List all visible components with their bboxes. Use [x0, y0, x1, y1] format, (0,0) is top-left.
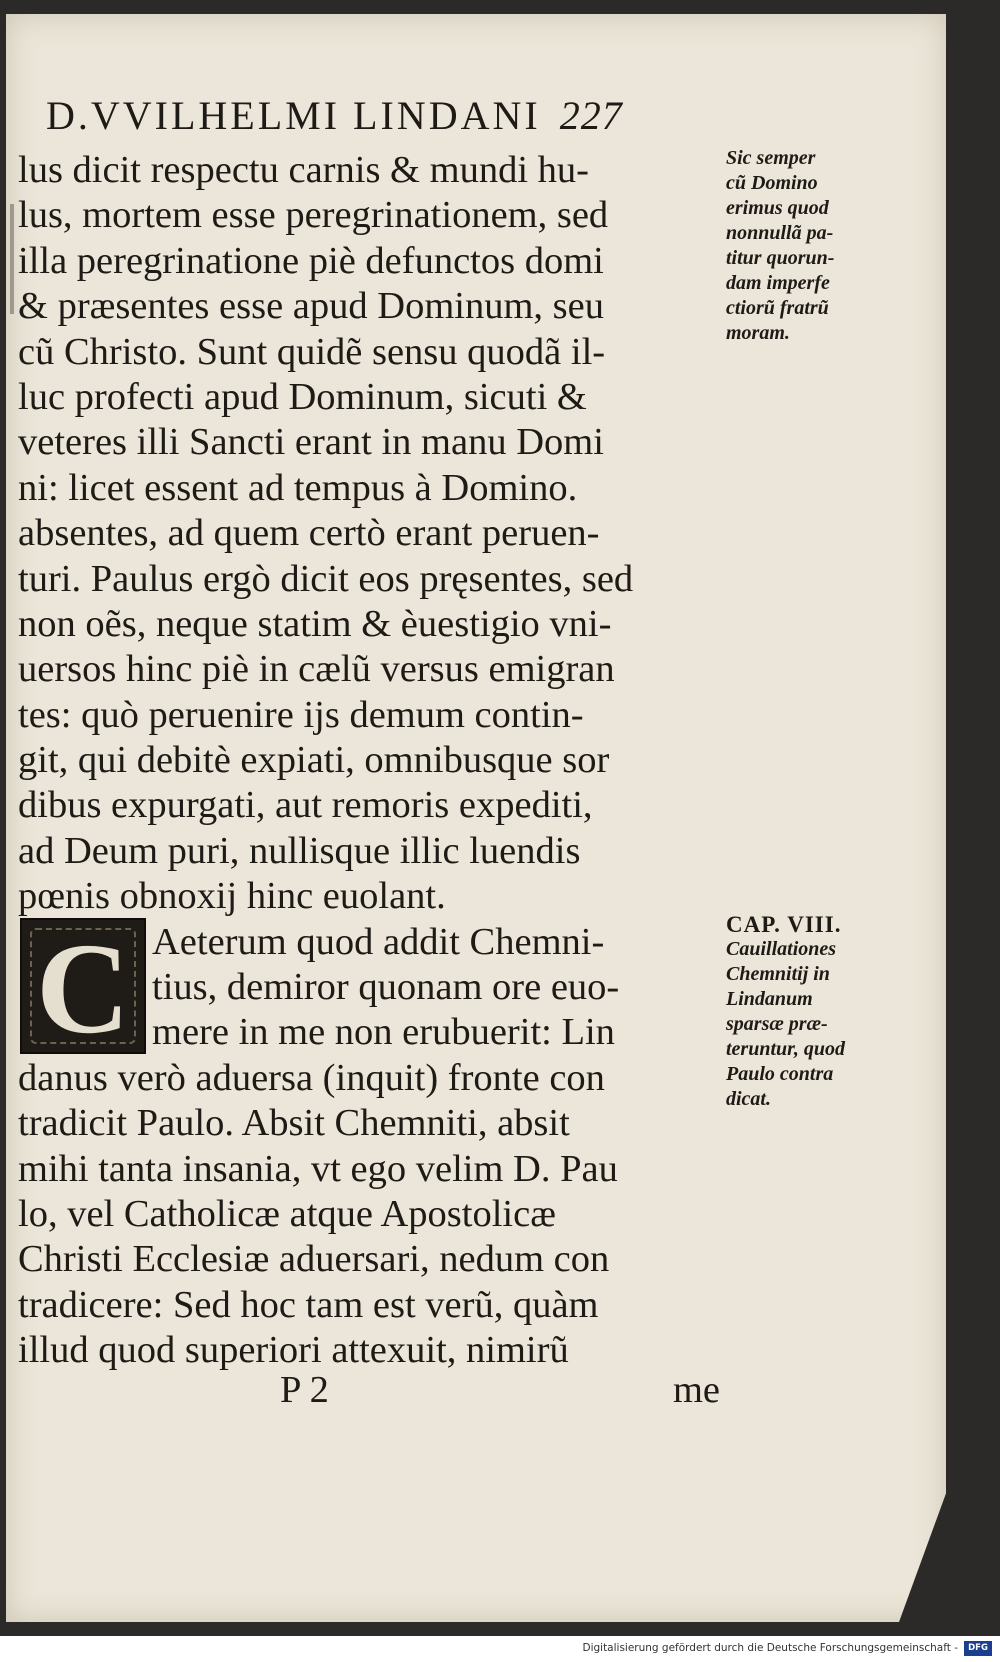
margin-note-line: sparsæ præ-: [726, 1013, 828, 1035]
text-line: illa peregrinatione piè defunctos domi: [18, 239, 604, 282]
text-line: pœnis obnoxij hinc euolant.: [18, 875, 446, 918]
text-line: git, qui debitè expiati, omnibusque sor: [18, 739, 610, 782]
chapter-text-line: mere in me non erubuerit: Lin: [152, 1011, 615, 1054]
running-header: [46, 92, 736, 139]
text-line: tes: quò peruenire ijs demum contin-: [18, 693, 584, 736]
chapter-text-line: lo, vel Catholicæ atque Apostolicæ: [18, 1192, 556, 1235]
margin-note-line: erimus quod: [726, 197, 829, 219]
text-line: ad Deum puri, nullisque illic luendis: [18, 829, 581, 872]
chapter-text-line: tradicit Paulo. Absit Chemniti, absit: [18, 1102, 570, 1145]
ornamental-drop-cap: [20, 918, 146, 1054]
chapter-text-line: illud quod superiori attexuit, nimirũ: [18, 1329, 569, 1372]
running-title: D.VVILHELMI LINDANI: [46, 93, 541, 138]
margin-note-line: ctiorũ fratrũ: [726, 297, 829, 319]
catchword: me: [672, 1369, 720, 1411]
chapter-text-line: Aeterum quod addit Chemni-: [152, 920, 605, 963]
funding-footer: [0, 1636, 1000, 1662]
text-line: turi. Paulus ergò dicit eos pręsentes, sed: [18, 557, 634, 600]
text-line: ni: licet essent ad tempus à Domino.: [18, 466, 578, 509]
margin-note-line: Chemnitij in: [726, 963, 830, 985]
margin-note-line: dam imperfe: [726, 272, 830, 294]
margin-note-line: nonnullã pa-: [726, 222, 834, 244]
text-line: uersos hinc piè in cælũ versus emigran: [18, 648, 615, 691]
chapter-text-line: Christi Ecclesiæ aduersari, nedum con: [18, 1238, 610, 1281]
text-line: cũ Christo. Sunt quidẽ sensu quodã il-: [18, 330, 606, 373]
margin-note-line: moram.: [726, 322, 790, 344]
text-line: dibus expurgati, aut remoris expediti,: [18, 784, 593, 827]
margin-note-line: Lindanum: [726, 988, 813, 1010]
text-line: lus dicit respectu carnis & mundi hu-: [18, 149, 589, 191]
marginal-note-2: [726, 912, 876, 1112]
margin-note-line: Cauillationes: [726, 938, 837, 960]
marginal-note-1: [726, 146, 876, 346]
signature-mark: P 2: [280, 1369, 329, 1411]
footer-text: Digitalisierung gefördert durch die Deutsche Forschungsgemeinschaft -: [582, 1642, 958, 1654]
text-line: & præsentes esse apud Dominum, seu: [18, 285, 604, 328]
catchline: [280, 1368, 720, 1412]
margin-note-line: dicat.: [726, 1088, 771, 1110]
margin-note-line: cũ Domino: [726, 172, 818, 194]
chapter-heading: CAP. VIII.: [726, 912, 842, 937]
page-edge-crease: [10, 204, 14, 314]
margin-note-line: titur quorun-: [726, 247, 835, 269]
drop-cap-letter: C: [36, 918, 130, 1054]
chapter-text-line: tradicere: Sed hoc tam est verũ, quàm: [18, 1283, 599, 1326]
text-line: absentes, ad quem certò erant peruen-: [18, 512, 600, 555]
page-number: 227: [559, 93, 623, 138]
chapter-text-line: tius, demiror quonam ore euo-: [152, 966, 620, 1009]
text-line: luc profecti apud Dominum, sicuti &: [18, 375, 587, 418]
chapter-text-line: mihi tanta insania, vt ego velim D. Pau: [18, 1147, 618, 1190]
main-text-block: [18, 148, 718, 1374]
margin-note-line: Sic semper: [726, 147, 816, 169]
chapter-text-line: danus verò aduersa (inquit) fronte con: [18, 1056, 605, 1099]
text-line: non oẽs, neque statim & èuestigio vni-: [18, 602, 612, 645]
dfg-logo[interactable]: DFG: [964, 1641, 992, 1656]
margin-note-line: Paulo contra: [726, 1063, 834, 1085]
text-line: veteres illi Sancti erant in manu Domi: [18, 421, 604, 464]
text-line: lus, mortem esse peregrinationem, sed: [18, 194, 609, 237]
margin-note-line: teruntur, quod: [726, 1038, 845, 1060]
